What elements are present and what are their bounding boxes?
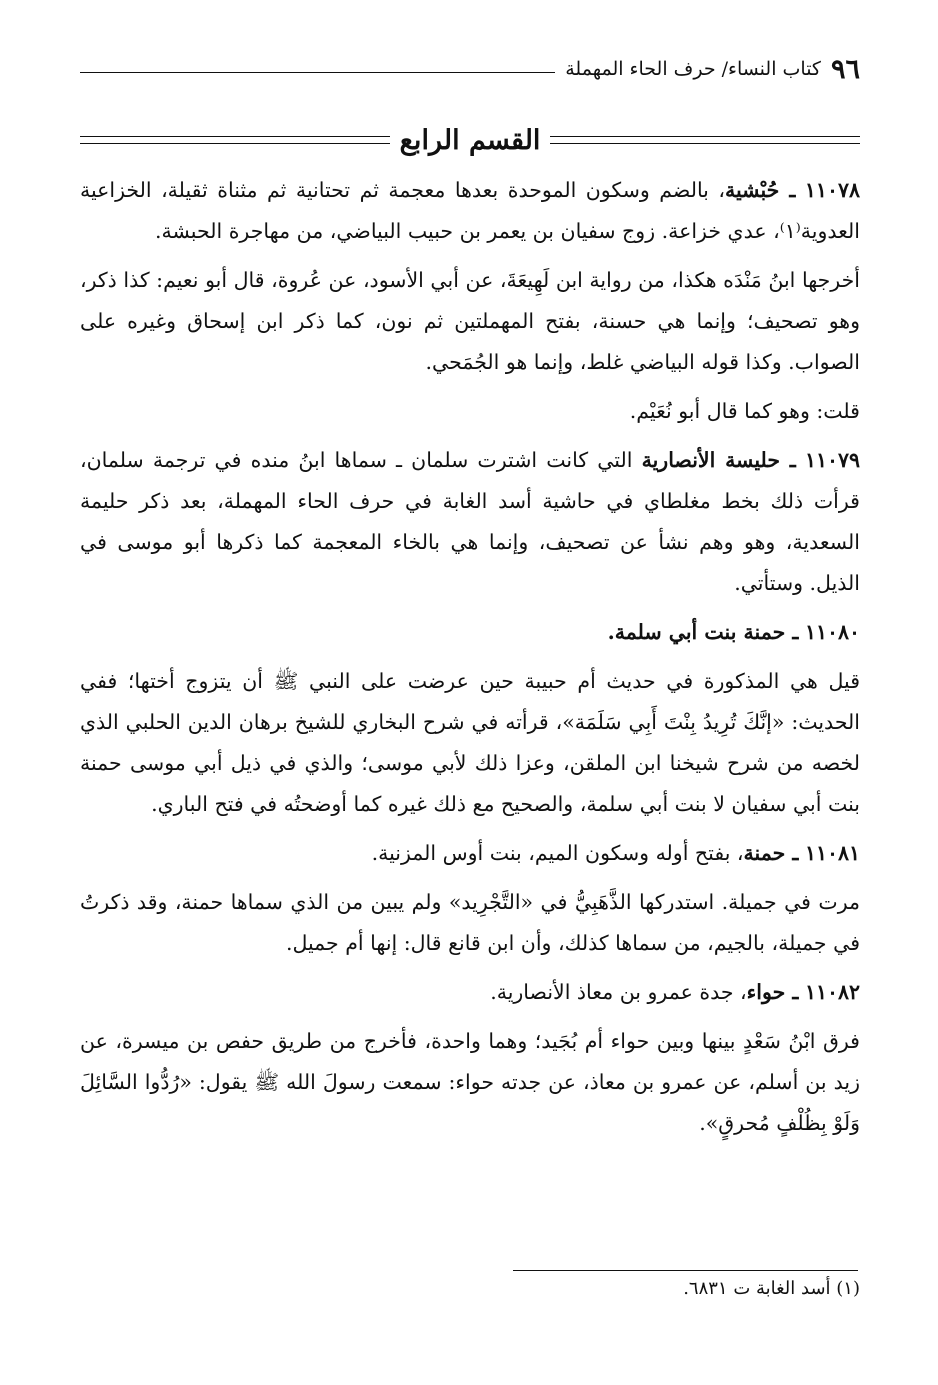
entry-heading — [80, 833, 860, 874]
entry-name: حمنة — [743, 841, 786, 865]
entry-text: ، بفتح أوله وسكون الميم، بنت أوس المزنية. — [371, 841, 744, 865]
heading-rule-left — [80, 136, 390, 144]
heading-rule-right — [550, 136, 860, 144]
entry-number: ١١٠٨٠ — [804, 620, 860, 644]
entry-name: حُبْشية — [725, 178, 780, 202]
header-rule — [80, 72, 555, 73]
entry-number: ١١٠٧٨ — [804, 178, 860, 202]
entry-paragraph: أخرجها ابنُ مَنْدَه هكذا، من رواية ابن لَهِيعَةَ، عن أبي الأسود، عن عُروة، قال أبو نعيم: كذا ذكر، وهو تصحيف؛ وإنما هي حسنة، بفتح المهملتين ثم نون، كما ذكر ابن إسحاق وغيره على الصواب. وكذا قوله البياضي غلط، وإنما هو الجُمَحي. — [80, 268, 860, 374]
entry-name: حمنة بنت أبي سلمة. — [607, 620, 786, 644]
entry-dash: ـ — [780, 448, 796, 472]
entry-name: حليسة الأنصارية — [641, 448, 780, 472]
entry-heading — [80, 612, 860, 653]
entry-dash: ـ — [785, 980, 799, 1004]
entry-heading — [80, 170, 860, 252]
page-number: ٩٦ — [830, 53, 860, 85]
entry-heading — [80, 440, 860, 604]
main-text — [80, 170, 860, 1152]
entry-heading — [80, 972, 860, 1013]
entry-dash: ـ — [785, 841, 799, 865]
running-header — [80, 52, 860, 86]
entry-paragraph: قيل هي المذكورة في حديث أم حبيبة حين عرضت على النبي ﷺ أن يتزوج أختها؛ ففي الحديث: «إنَّكَ تُرِيدُ بِنْتَ أَبِي سَلَمَة»، قرأته في شرح البخاري للشيخ برهان الدين الحلبي الذي لخصه من شرح شيخنا ابن الملقن، وعزا ذلك لأبي موسى؛ والذي في ذيل أبي موسى حمنة بنت أبي سفيان لا بنت أبي سلمة، والصحيح مع ذلك غيره كما أوضحتُه في فتح الباري. — [80, 669, 860, 816]
entry-number: ١١٠٨٢ — [804, 980, 860, 1004]
entry-paragraph: فرق ابْنُ سَعْدٍ بينها وبين حواء أم بُجَيد؛ وهما واحدة، فأخرج من طريق حفص بن ميسرة، عن زيد بن أسلم، عن عمرو بن معاذ، عن جدته حواء: سمعت رسولَ الله ﷺ يقول: «رُدُّوا السَّائِلَ وَلَوْ بِظُلْفٍ مُحرقٍ». — [80, 1029, 860, 1135]
entry-name: حواء — [746, 980, 786, 1004]
entry-number: ١١٠٧٩ — [804, 448, 860, 472]
entry-text: ، جدة عمرو بن معاذ الأنصارية. — [490, 980, 747, 1004]
entry-paragraph: قلت: وهو كما قال أبو نُعَيْم. — [629, 399, 860, 423]
entry-number: ١١٠٨١ — [804, 841, 860, 865]
entry-text: ، بالضم وسكون الموحدة بعدها معجمة ثم تحتانية ثم مثناة ثقيلة، الخزاعية العدوية⁽١⁾، عدي خزاعة. زوج سفيان بن يعمر بن حبيب البياضي، من مهاجرة الحبشة. — [80, 178, 860, 243]
running-title: كتاب النساء/ حرف الحاء المهملة — [565, 58, 821, 80]
footnote: (١) أسد الغابة ت ٦٨٣١. — [683, 1278, 860, 1299]
entry-text: التي كانت اشترت سلمان ـ سماها ابنُ منده في ترجمة سلمان، قرأت ذلك بخط مغلطاي في حاشية أسد الغابة في حرف الحاء المهملة، بعد ذكر حليمة السعدية، وهو وهم نشأ عن تصحيف، وإنما هي بالخاء المعجمة كما ذكرها أبو موسى في الذيل. وستأتي. — [80, 448, 860, 595]
section-title: القسم الرابع — [399, 124, 541, 156]
entry-dash: ـ — [779, 178, 796, 202]
footnote-rule — [513, 1270, 858, 1271]
section-heading — [80, 120, 860, 160]
entry-dash: ـ — [785, 620, 799, 644]
entry-paragraph: مرت في جميلة. استدركها الذَّهَبِيُّ في «التَّجْرِيد» ولم يبين من الذي سماها حمنة، وقد ذكرتُ في جميلة، بالجيم، من سماها كذلك، وأن ابن قانع قال: إنها أم جميل. — [80, 890, 860, 955]
